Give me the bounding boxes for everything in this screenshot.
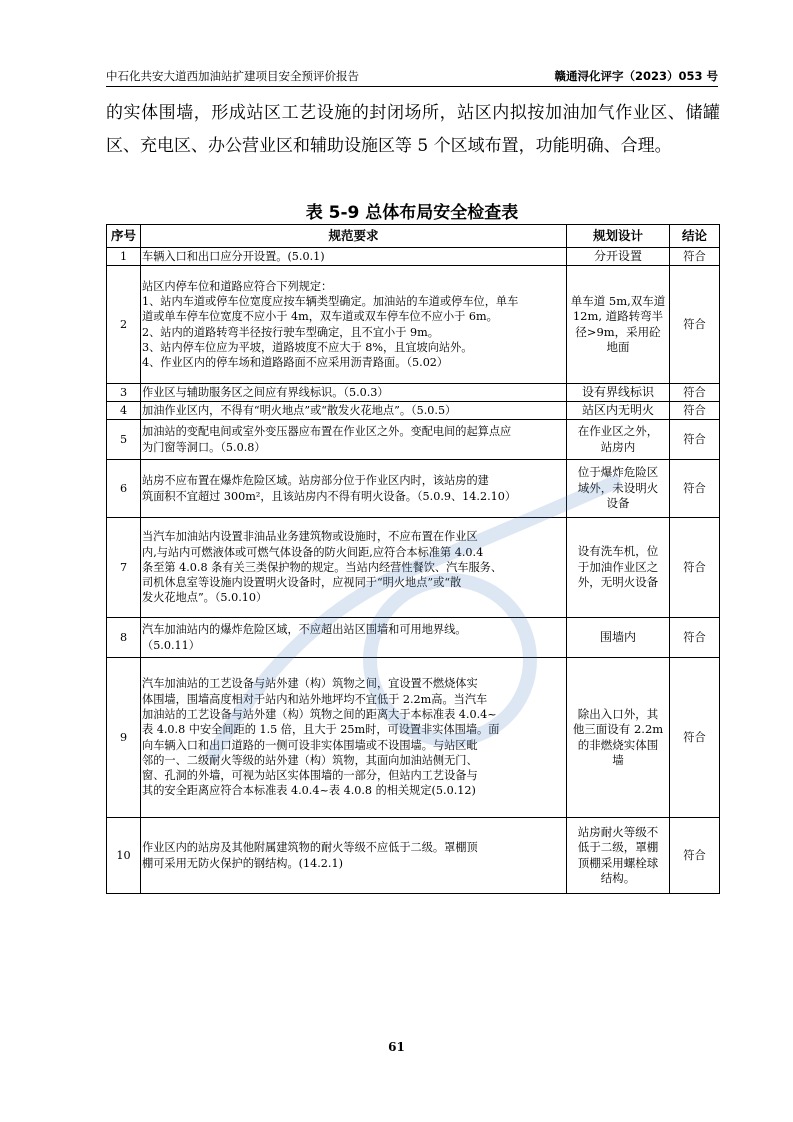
table-row: [107, 402, 720, 420]
result-cell: 符合: [670, 384, 720, 402]
requirement-line: 条至第 4.0.8 条有关三类保护物的规定。当站内经营性餐饮、汽车服务、: [142, 560, 503, 574]
design-cell: [567, 618, 670, 658]
requirement-line: 加油站的变配电间或室外变压器应布置在作业区之外。变配电间的起算点应: [142, 425, 512, 439]
report-number: 赣通浔化评字（2023）053 号: [554, 69, 718, 83]
table-row: [107, 248, 720, 266]
design-cell: [567, 420, 670, 460]
requirement-line: 司机休息室等设施内设置明火设备时，应视同于“明火地点”或“散: [142, 576, 462, 590]
row-number: 8: [107, 618, 141, 658]
design-line: 围墙内: [599, 629, 636, 644]
column-header-requirement: 规范要求: [141, 225, 567, 248]
design-cell: [567, 658, 670, 818]
result-cell: 符合: [670, 818, 720, 894]
table-row: [107, 618, 720, 658]
design-line: 域外，未设明火: [577, 480, 659, 495]
result-cell: 符合: [670, 266, 720, 384]
design-line: 设有洗车机，位: [577, 544, 659, 559]
requirement-line: （5.0.11）: [142, 638, 200, 652]
design-line: 径>9m，采用砼: [575, 324, 661, 339]
requirement-line: 筑面积不宜超过 300m²，且该站房内不得有明火设备。（5.0.9、14.2.10）: [142, 489, 517, 503]
requirement-cell: [141, 618, 567, 658]
requirement-line: 4、作业区内的停车场和道路路面不应采用沥青路面。（5.02）: [142, 356, 449, 370]
row-number: 6: [107, 460, 141, 518]
requirement-line: 为门窗等洞口。（5.0.8）: [142, 440, 266, 454]
requirement-cell: [141, 658, 567, 818]
requirement-line: 加油作业区内，不得有“明火地点”或“散发火花地点”。（5.0.5）: [142, 403, 457, 417]
table-header-row: [107, 225, 720, 248]
row-number: 5: [107, 420, 141, 460]
table-row: [107, 658, 720, 818]
table-row: [107, 266, 720, 384]
design-line: 单车道 5m,双车道: [570, 293, 666, 308]
result-cell: 符合: [670, 460, 720, 518]
design-cell: [567, 384, 670, 402]
requirement-line: 作业区与辅助服务区之间应有界线标识。（5.0.3）: [142, 385, 389, 399]
table-row: [107, 420, 720, 460]
requirement-line: 体围墙，围墙高度相对于站内和站外地坪均不宜低于 2.2m高。当汽车: [142, 692, 488, 706]
requirement-cell: [141, 248, 567, 266]
requirement-cell: [141, 818, 567, 894]
design-line: 低于二级，罩棚: [577, 840, 659, 854]
table-row: [107, 460, 720, 518]
design-cell: [567, 266, 670, 384]
table-row: [107, 818, 720, 894]
design-line: 顶棚采用螺栓球: [577, 855, 659, 870]
design-line: 12m, 道路转弯半: [572, 309, 664, 323]
requirement-line: 发火花地点”。（5.0.10）: [142, 591, 268, 605]
requirement-line: 站区内停车位和道路应符合下列规定：: [142, 279, 333, 293]
requirement-cell: [141, 420, 567, 460]
requirement-line: 窗、孔洞的外墙，可视为站区实体围墙的一部分，但站内工艺设备与: [142, 769, 478, 783]
requirement-line: 道或单车停车位宽度不应小于 4m，双车道或双车停车位不应小于 6m。: [142, 310, 498, 324]
requirement-line: 汽车加油站内的爆炸危险区域，不应超出站区围墙和可用地界线。: [142, 623, 467, 637]
table-row: [107, 518, 720, 618]
requirement-line: 棚可采用无防火保护的钢结构。(14.2.1): [142, 856, 343, 870]
requirement-cell: [141, 460, 567, 518]
design-line: 分开设置: [593, 248, 642, 263]
requirement-line: 2、站内的道路转弯半径按行驶车型确定，且不宜小于 9m。: [142, 325, 439, 339]
design-line: 站房内: [600, 439, 636, 454]
intro-paragraph: 的实体围墙，形成站区工艺设施的封闭场所，站区内拟按加油加气作业区、储罐区、充电区、办公营业区和辅助设施区等 5 个区域布置，功能明确、合理。: [106, 103, 720, 156]
result-cell: 符合: [670, 420, 720, 460]
requirement-cell: [141, 266, 567, 384]
design-cell: [567, 818, 670, 894]
requirement-line: 汽车加油站的工艺设备与站外建（构）筑物之间，宜设置不燃烧体实: [142, 677, 478, 691]
table-title: 表 5-9 总体布局安全检查表: [305, 203, 519, 223]
row-number: 9: [107, 658, 141, 818]
result-cell: 符合: [670, 402, 720, 420]
row-number: 2: [107, 266, 141, 384]
design-line: 地面: [606, 340, 630, 354]
requirement-cell: [141, 518, 567, 618]
requirement-line: 车辆入口和出口应分开设置。(5.0.1): [142, 249, 325, 263]
requirement-line: 作业区内的站房及其他附属建筑物的耐火等级不应低于二级。罩棚顶: [142, 841, 478, 855]
requirement-line: 其的安全距离应符合本标准表 4.0.4~表 4.0.8 的相关规定(5.0.12): [142, 784, 476, 798]
row-number: 3: [107, 384, 141, 402]
requirement-cell: [141, 402, 567, 420]
requirement-line: 向车辆入口和出口道路的一侧可设非实体围墙或不设围墙。与站区毗: [142, 738, 478, 752]
column-header-result: 结论: [670, 225, 720, 248]
requirement-line: 加油站的工艺设备与站外建（构）筑物之间的距离大于本标准表 4.0.4~: [142, 707, 497, 721]
page-number: 61: [388, 1040, 405, 1054]
design-cell: [567, 460, 670, 518]
column-header-design: 规划设计: [567, 225, 670, 248]
safety-check-table: [106, 224, 720, 894]
design-line: 设有界线标识: [581, 384, 654, 399]
row-number: 7: [107, 518, 141, 618]
design-line: 设备: [606, 496, 630, 511]
design-cell: [567, 518, 670, 618]
design-cell: [567, 402, 670, 420]
requirement-line: 邻的一、二级耐火等级的站外建（构）筑物，其面向加油站侧无门、: [142, 753, 478, 767]
row-number: 4: [107, 402, 141, 420]
design-line: 他三面设有 2.2m: [572, 722, 664, 736]
result-cell: 符合: [670, 518, 720, 618]
table-row: [107, 384, 720, 402]
requirement-line: 站房不应布置在爆炸危险区域。站房部分位于作业区内时，该站房的建: [142, 474, 489, 488]
design-line: 外，无明火设备: [577, 575, 659, 590]
requirement-line: 当汽车加油站内设置非油品业务建筑物或设施时，不应布置在作业区: [142, 530, 478, 544]
requirement-line: 表 4.0.8 中安全间距的 1.5 倍，且大于 25m时，可设置非实体围墙。面: [142, 723, 500, 737]
design-line: 站区内无明火: [581, 402, 654, 417]
result-cell: 符合: [670, 658, 720, 818]
design-line: 结构。: [600, 871, 636, 885]
design-line: 除出入口外，其: [577, 706, 659, 721]
requirement-line: 1、站内车道或停车位宽度应按车辆类型确定。加油站的车道或停车位，单车: [142, 294, 519, 308]
design-cell: [567, 248, 670, 266]
design-line: 于加油作业区之: [577, 559, 659, 574]
requirement-line: 3、站内停车位应为平坡，道路坡度不应大于 8%，且宜坡向站外。: [142, 340, 473, 354]
result-cell: 符合: [670, 618, 720, 658]
row-number: 10: [107, 818, 141, 894]
column-header-no: 序号: [107, 225, 141, 248]
design-line: 位于爆炸危险区: [577, 465, 659, 480]
requirement-cell: [141, 384, 567, 402]
row-number: 1: [107, 248, 141, 266]
design-line: 在作业区之外，: [577, 424, 659, 438]
page-header: [106, 66, 718, 87]
requirement-line: 内,与站内可燃液体或可燃气体设备的防火间距,应符合本标准第 4.0.4: [142, 545, 484, 559]
design-line: 的非燃烧实体围: [577, 737, 659, 752]
report-title: 中石化共安大道西加油站扩建项目安全预评价报告: [106, 69, 359, 83]
result-cell: 符合: [670, 248, 720, 266]
design-line: 站房耐火等级不: [577, 824, 659, 839]
design-line: 墙: [612, 753, 624, 767]
